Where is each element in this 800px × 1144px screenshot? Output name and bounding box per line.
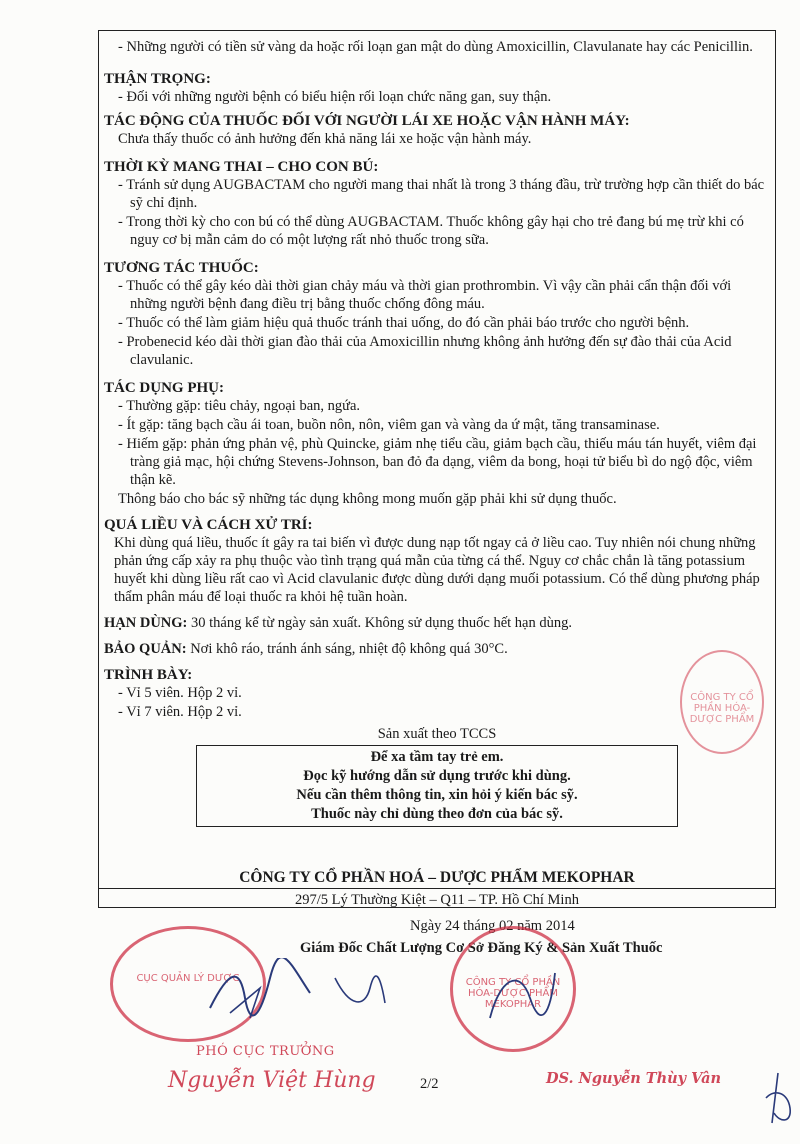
company-name: CÔNG TY CỔ PHẦN HOÁ – DƯỢC PHẨM MEKOPHAR — [239, 869, 635, 886]
sign-date: Ngày 24 tháng 02 năm 2014 — [410, 918, 575, 934]
expiry-label: HẠN DÙNG: — [104, 615, 188, 631]
side-seal-stamp — [680, 650, 764, 754]
side-effect-note: Thông báo cho bác sỹ những tác dụng không mong muốn gặp phải khi sử dụng thuốc. — [118, 491, 617, 507]
presentation-item: - Vỉ 7 viên. Hộp 2 vỉ. — [104, 703, 770, 721]
overdose-text: Khi dùng quá liều, thuốc ít gây ra tai biến vì được dung nạp tốt ngay cả ở liều cao. Tuy nhiên nói chung những phản ứng cấp xảy ra phụ thuộc vào tình trạng quá mẫn của từng cá thể. Nguy cơ chắc chắn là tăng potassium huyết khi dùng liều rất cao vì Acid clavulanic được dùng dưới dạng muối potassium. Có thể dùng phương pháp thẩm phân máu để loại thuốc ra khỏi hệ tuần hoàn. — [114, 535, 760, 605]
right-signature-icon — [480, 958, 560, 1028]
caution-heading: THẬN TRỌNG: — [104, 71, 211, 87]
side-effects-heading: TÁC DỤNG PHỤ: — [104, 380, 224, 396]
right-stamp-text: CÔNG TY CỔ PHẦN HÓA-DƯỢC PHẨM MEKOPHAR — [465, 977, 561, 1010]
warning-box — [196, 745, 678, 827]
interaction-item: - Thuốc có thể làm giảm hiệu quả thuốc tránh thai uống, do đó cần phải báo trước cho người bệnh. — [104, 314, 770, 332]
pregnancy-heading: THỜI KỲ MANG THAI – CHO CON BÚ: — [104, 159, 379, 175]
caution-item: - Đối với những người bệnh có biểu hiện rối loạn chức năng gan, suy thận. — [104, 88, 770, 106]
company-block — [98, 868, 776, 909]
presentation-heading: TRÌNH BÀY: — [104, 667, 193, 683]
pregnancy-item: - Tránh sử dụng AUGBACTAM cho người mang thai nhất là trong 3 tháng đầu, trừ trường hợp cần thiết do bác sỹ chỉ định. — [104, 176, 770, 212]
warning-line: Để xa tầm tay trẻ em. — [370, 749, 504, 765]
right-signer-name: DS. Nguyễn Thùy Vân — [546, 1070, 722, 1087]
storage-line — [104, 640, 770, 658]
page-number: 2/2 — [420, 1076, 439, 1092]
warning-line: Đọc kỹ hướng dẫn sử dụng trước khi dùng. — [303, 768, 571, 784]
left-signature-icon — [200, 958, 320, 1028]
middle-signature-icon — [330, 968, 390, 1018]
director-title: Giám Đốc Chất Lượng Cơ Sở Đăng Ký & Sản Xuất Thuốc — [300, 940, 663, 956]
storage-label: BẢO QUẢN: — [104, 641, 187, 657]
side-stamp-text: CÔNG TY CỔ PHẦN HÓA-DƯỢC PHẨM — [689, 692, 755, 725]
standard-line: Sản xuất theo TCCS — [377, 726, 497, 742]
driving-text: Chưa thấy thuốc có ảnh hưởng đến khả năng lái xe hoặc vận hành máy. — [118, 131, 532, 147]
leaflet-content — [104, 38, 770, 827]
interactions-heading: TƯƠNG TÁC THUỐC: — [104, 260, 259, 276]
presentation-item: - Vỉ 5 viên. Hộp 2 vỉ. — [104, 684, 770, 702]
left-signer-name: Nguyễn Việt Hùng — [168, 1068, 376, 1093]
left-stamp-text: CỤC QUẢN LÝ DƯỢC — [136, 973, 240, 984]
driving-heading: TÁC ĐỘNG CỦA THUỐC ĐỐI VỚI NGƯỜI LÁI XE HOẶC VẬN HÀNH MÁY: — [104, 113, 630, 129]
contraindication-item: - Những người có tiền sử vàng da hoặc rối loạn gan mật do dùng Amoxicillin, Clavulanate hay các Penicillin. — [104, 38, 770, 56]
interaction-item: - Probenecid kéo dài thời gian đào thải của Amoxicillin nhưng không ảnh hưởng đến sự đào thải của Acid clavulanic. — [104, 333, 770, 369]
company-address: 297/5 Lý Thường Kiệt – Q11 – TP. Hồ Chí Minh — [98, 888, 776, 909]
overdose-heading: QUÁ LIỀU VÀ CÁCH XỬ TRÍ: — [104, 517, 313, 533]
warning-line: Nếu cần thêm thông tin, xin hỏi ý kiến bác sỹ. — [296, 787, 578, 803]
storage-text: Nơi khô ráo, tránh ánh sáng, nhiệt độ không quá 30°C. — [190, 641, 508, 657]
left-signer-title: PHÓ CỤC TRƯỞNG — [196, 1044, 335, 1059]
side-effect-item: - Hiếm gặp: phản ứng phản vệ, phù Quincke, giảm nhẹ tiểu cầu, giảm bạch cầu, thiếu máu tán huyết, viêm đại tràng giả mạc, hội chứng Stevens-Johnson, ban đỏ đa dạng, viêm da bong, hoại tử biểu bì do ngộ độc, viêm thận kẽ. — [104, 435, 770, 489]
expiry-text: 30 tháng kể từ ngày sản xuất. Không sử dụng thuốc hết hạn dùng. — [191, 615, 572, 631]
corner-initial-icon — [760, 1068, 796, 1128]
side-effect-item: - Ít gặp: tăng bạch cầu ái toan, buồn nôn, nôn, viêm gan và vàng da ứ mật, tăng transaminase. — [104, 416, 770, 434]
side-effect-item: - Thường gặp: tiêu chảy, ngoại ban, ngứa. — [104, 397, 770, 415]
pregnancy-item: - Trong thời kỳ cho con bú có thể dùng AUGBACTAM. Thuốc không gây hại cho trẻ đang bú mẹ trừ khi có nguy cơ bị mẫn cảm do có một lượng rất nhỏ thuốc trong sữa. — [104, 213, 770, 249]
expiry-line — [104, 614, 770, 632]
interaction-item: - Thuốc có thể gây kéo dài thời gian chảy máu và thời gian prothrombin. Vì vậy cần phải cẩn thận đối với những người bệnh đang điều trị bằng thuốc chống đông máu. — [104, 277, 770, 313]
warning-line: Thuốc này chỉ dùng theo đơn của bác sỹ. — [311, 806, 563, 822]
